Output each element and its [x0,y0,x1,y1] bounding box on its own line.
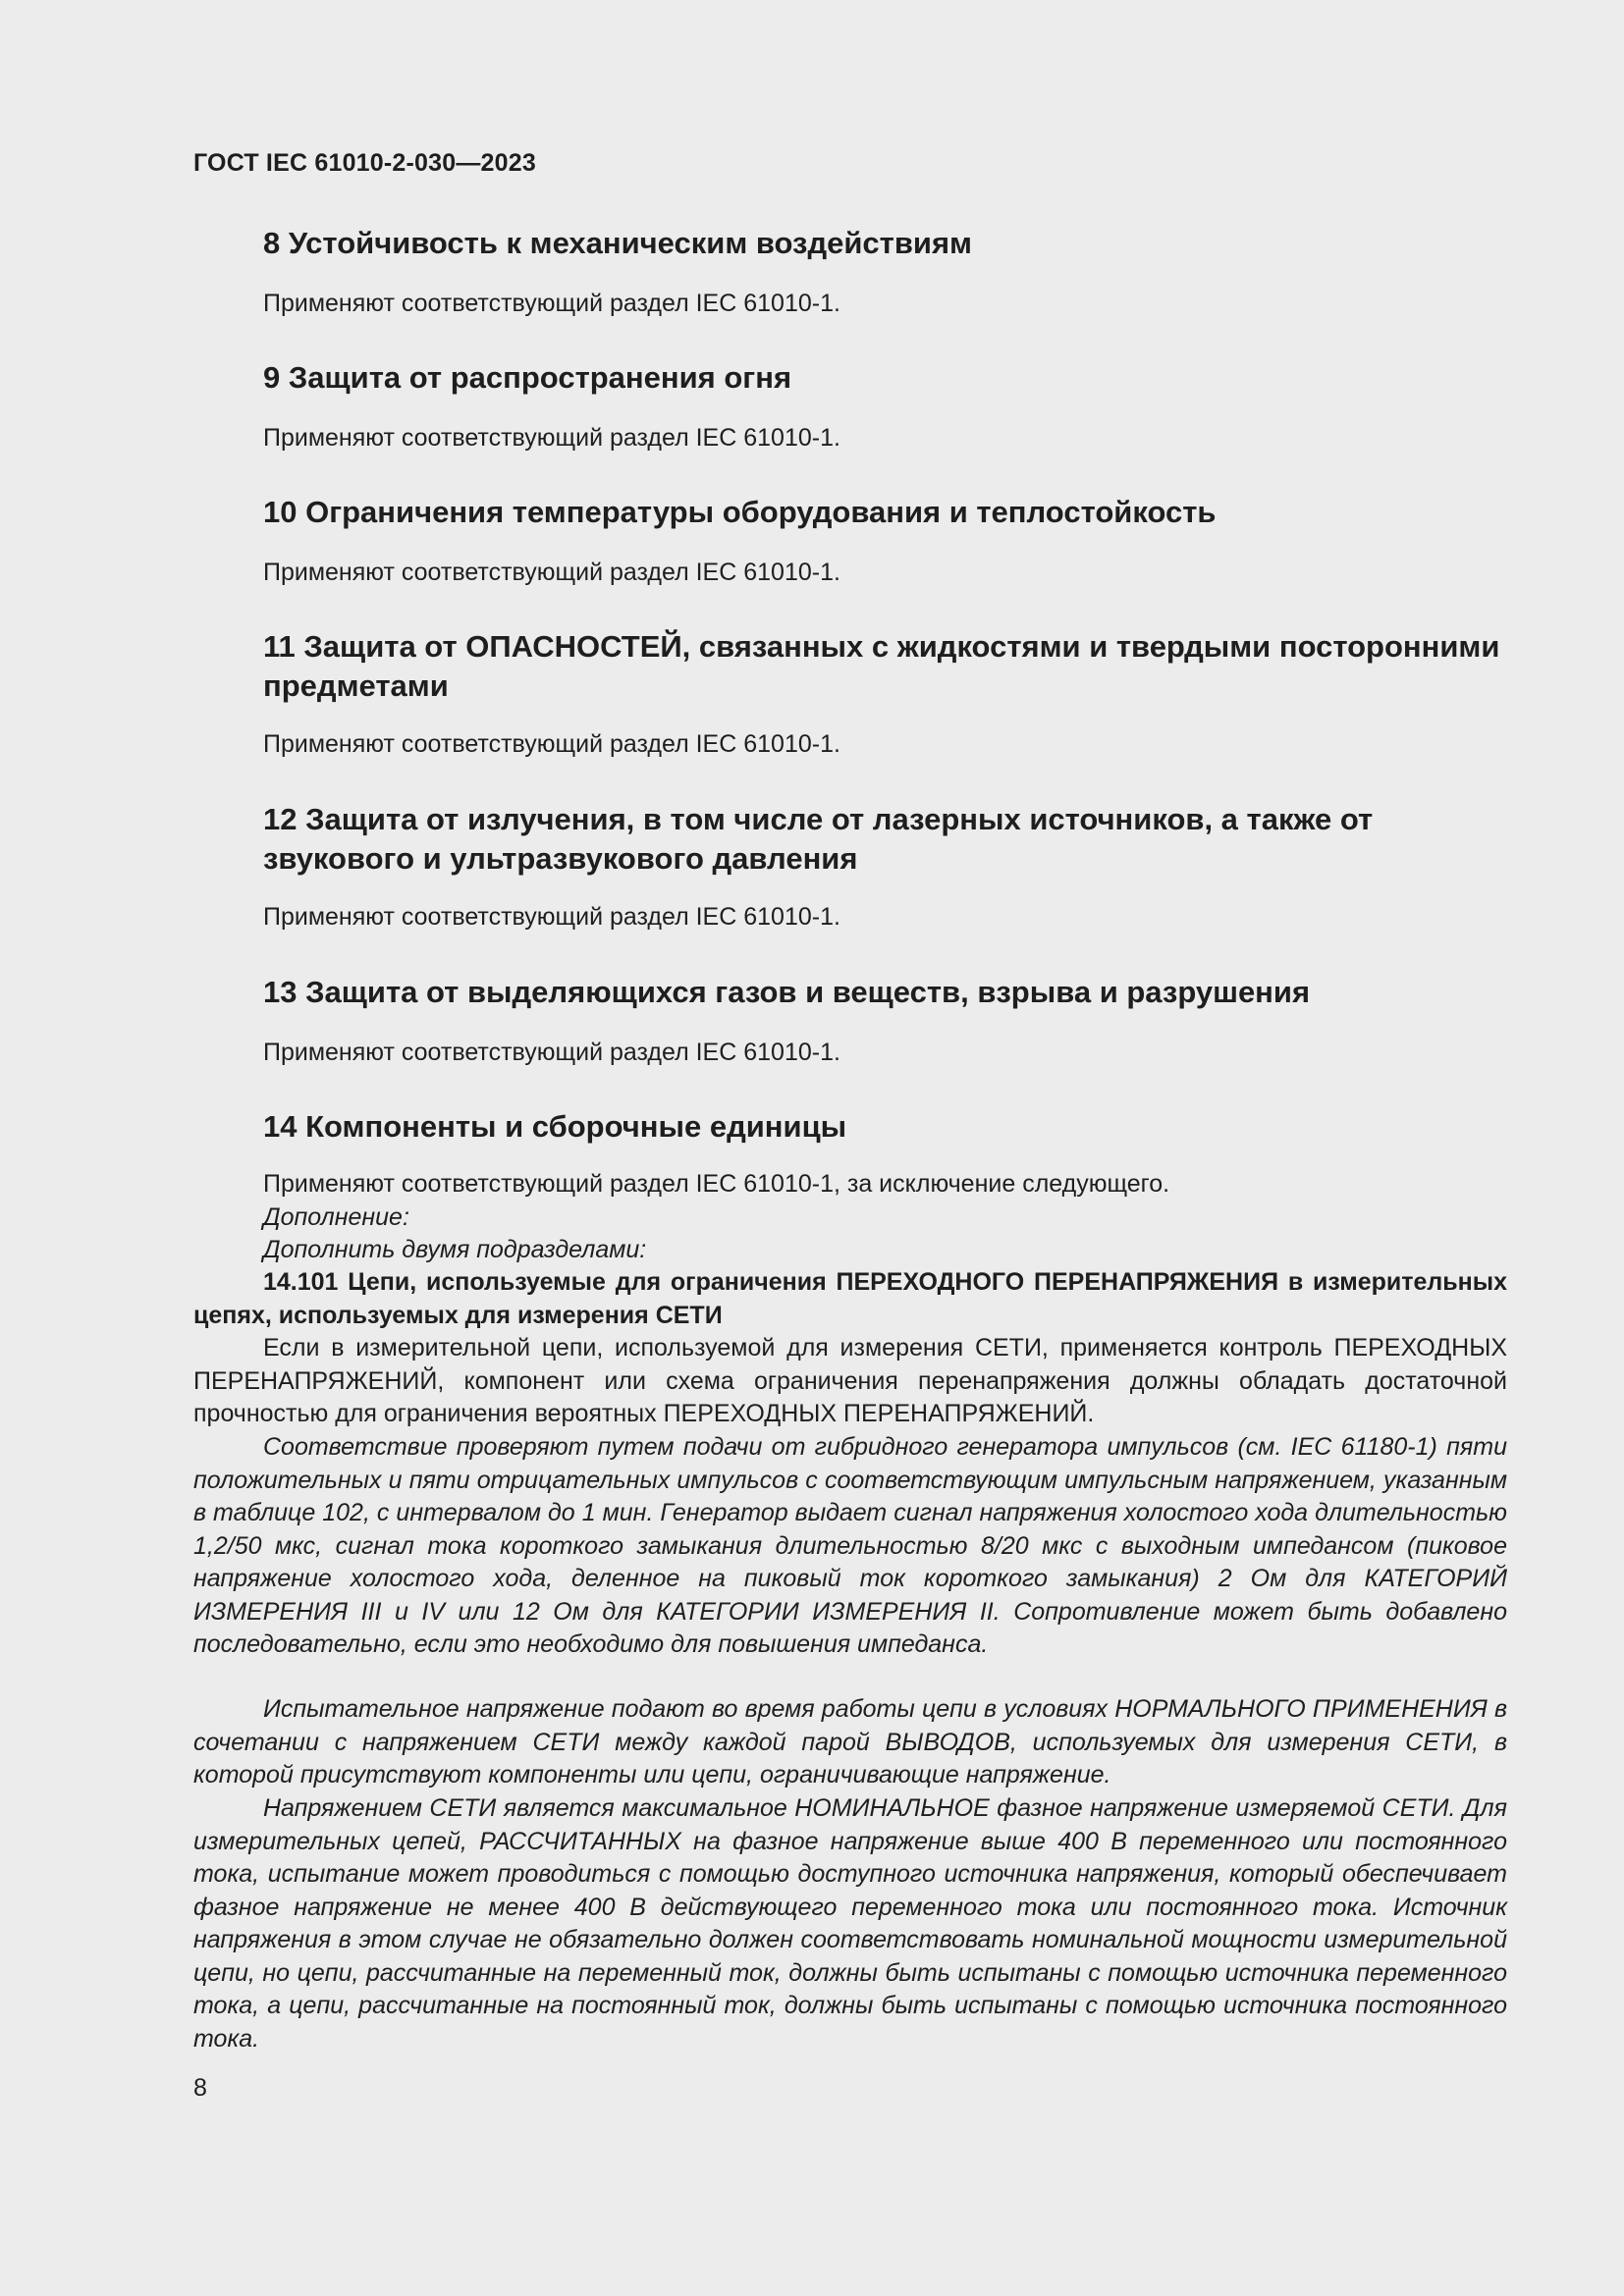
section-12-text: Применяют соответствующий раздел IEC 61010-1. [263,903,840,931]
section-13-text: Применяют соответствующий раздел IEC 61010-1. [263,1039,840,1066]
paragraph-4: Напряжением СЕТИ является максимальное НОМИНАЛЬНОЕ фазное напряжение измеряемой СЕТИ. Для измерительных цепей, РАССЧИТАННЫХ на фазное напряжение выше 400 В переменного или постоянного тока, испытание может проводиться с помощью доступного источника напряжения, который обеспечивает фазное напряжение не менее 400 В действующего переменного тока или постоянного тока. Источник напряжения в этом случае не обязательно должен соответствовать номинальной мощности измерительной цепи, но цепи, рассчитанные на переменный ток, должны быть испытаны с помощью источника переменного тока, а цепи, рассчитанные на постоянный ток, должны быть испытаны с помощью источника постоянного тока. [193,1794,1507,2053]
section-13-title: 13 Защита от выделяющихся газов и веществ, взрыва и разрушения [263,975,1311,1009]
section-11-text: Применяют соответствующий раздел IEC 61010-1. [263,730,840,758]
section-11-title: 11 Защита от ОПАСНОСТЕЙ, связанных с жидкостями и твердыми посторонними предметами [263,629,1500,703]
section-14-title: 14 Компоненты и сборочные единицы [263,1109,847,1144]
section-10-text: Применяют соответствующий раздел IEC 61010-1. [263,559,840,586]
addition-label: Дополнение: [263,1202,409,1231]
section-9-text: Применяют соответствующий раздел IEC 61010-1. [263,424,840,452]
document-header: ГОСТ IEC 61010-2-030—2023 [193,149,536,177]
section-12-title: 12 Защита от излучения, в том числе от лазерных источников, а также от звукового и ультразвукового давления [263,802,1374,876]
paragraph-3: Испытательное напряжение подают во время работы цепи в условиях НОРМАЛЬНОГО ПРИМЕНЕНИЯ в сочетании с напряжением СЕТИ между каждой парой ВЫВОДОВ, используемых для измерения СЕТИ, в которой присутствуют компоненты или цепи, ограничивающие напряжение. [193,1695,1507,1789]
section-9-title: 9 Защита от распространения огня [263,360,792,395]
section-8-title: 8 Устойчивость к механическим воздействиям [263,226,972,260]
page-number: 8 [193,2074,207,2102]
section-14-intro: Применяют соответствующий раздел IEC 61010-1, за исключение следующего. [263,1170,1170,1198]
paragraph-2: Соответствие проверяют путем подачи от гибридного генератора импульсов (см. IEC 61180-1) пяти положительных и пяти отрицательных импульсов с соответствующим импульсным напряжением, указанным в таблице 102, с интервалом до 1 мин. Генератор выдает сигнал напряжения холостого хода длительностью 1,2/50 мкс, сигнал тока короткого замыкания длительностью 8/20 мкс с выходным импедансом (пиковое напряжение холостого хода, деленное на пиковый ток короткого замыкания) 2 Ом для КАТЕГОРИЙ ИЗМЕРЕНИЯ III и IV или 12 Ом для КАТЕГОРИИ ИЗМЕРЕНИЯ II. Сопротивление может быть добавлено последовательно, если это необходимо для повышения импеданса. [193,1433,1507,1658]
section-10-title: 10 Ограничения температуры оборудования и теплостойкость [263,495,1217,529]
paragraph-1: Если в измерительной цепи, используемой для измерения СЕТИ, применяется контроль ПЕРЕХОДНЫХ ПЕРЕНАПРЯЖЕНИЙ, компонент или схема ограничения перенапряжения должны обладать достаточной прочностью для ограничения вероятных ПЕРЕХОДНЫХ ПЕРЕНАПРЯЖЕНИЙ. [193,1334,1507,1427]
add-subsections-label: Дополнить двумя подразделами: [263,1236,647,1263]
section-14-intro-block [193,1168,1507,1267]
section-8-text: Применяют соответствующий раздел IEC 61010-1. [263,290,840,317]
subsection-14-101-title: 14.101 Цепи, используемые для ограничения ПЕРЕХОДНОГО ПЕРЕНАПРЯЖЕНИЯ в измерительных цепях, используемых для измерения СЕТИ [193,1268,1507,1329]
